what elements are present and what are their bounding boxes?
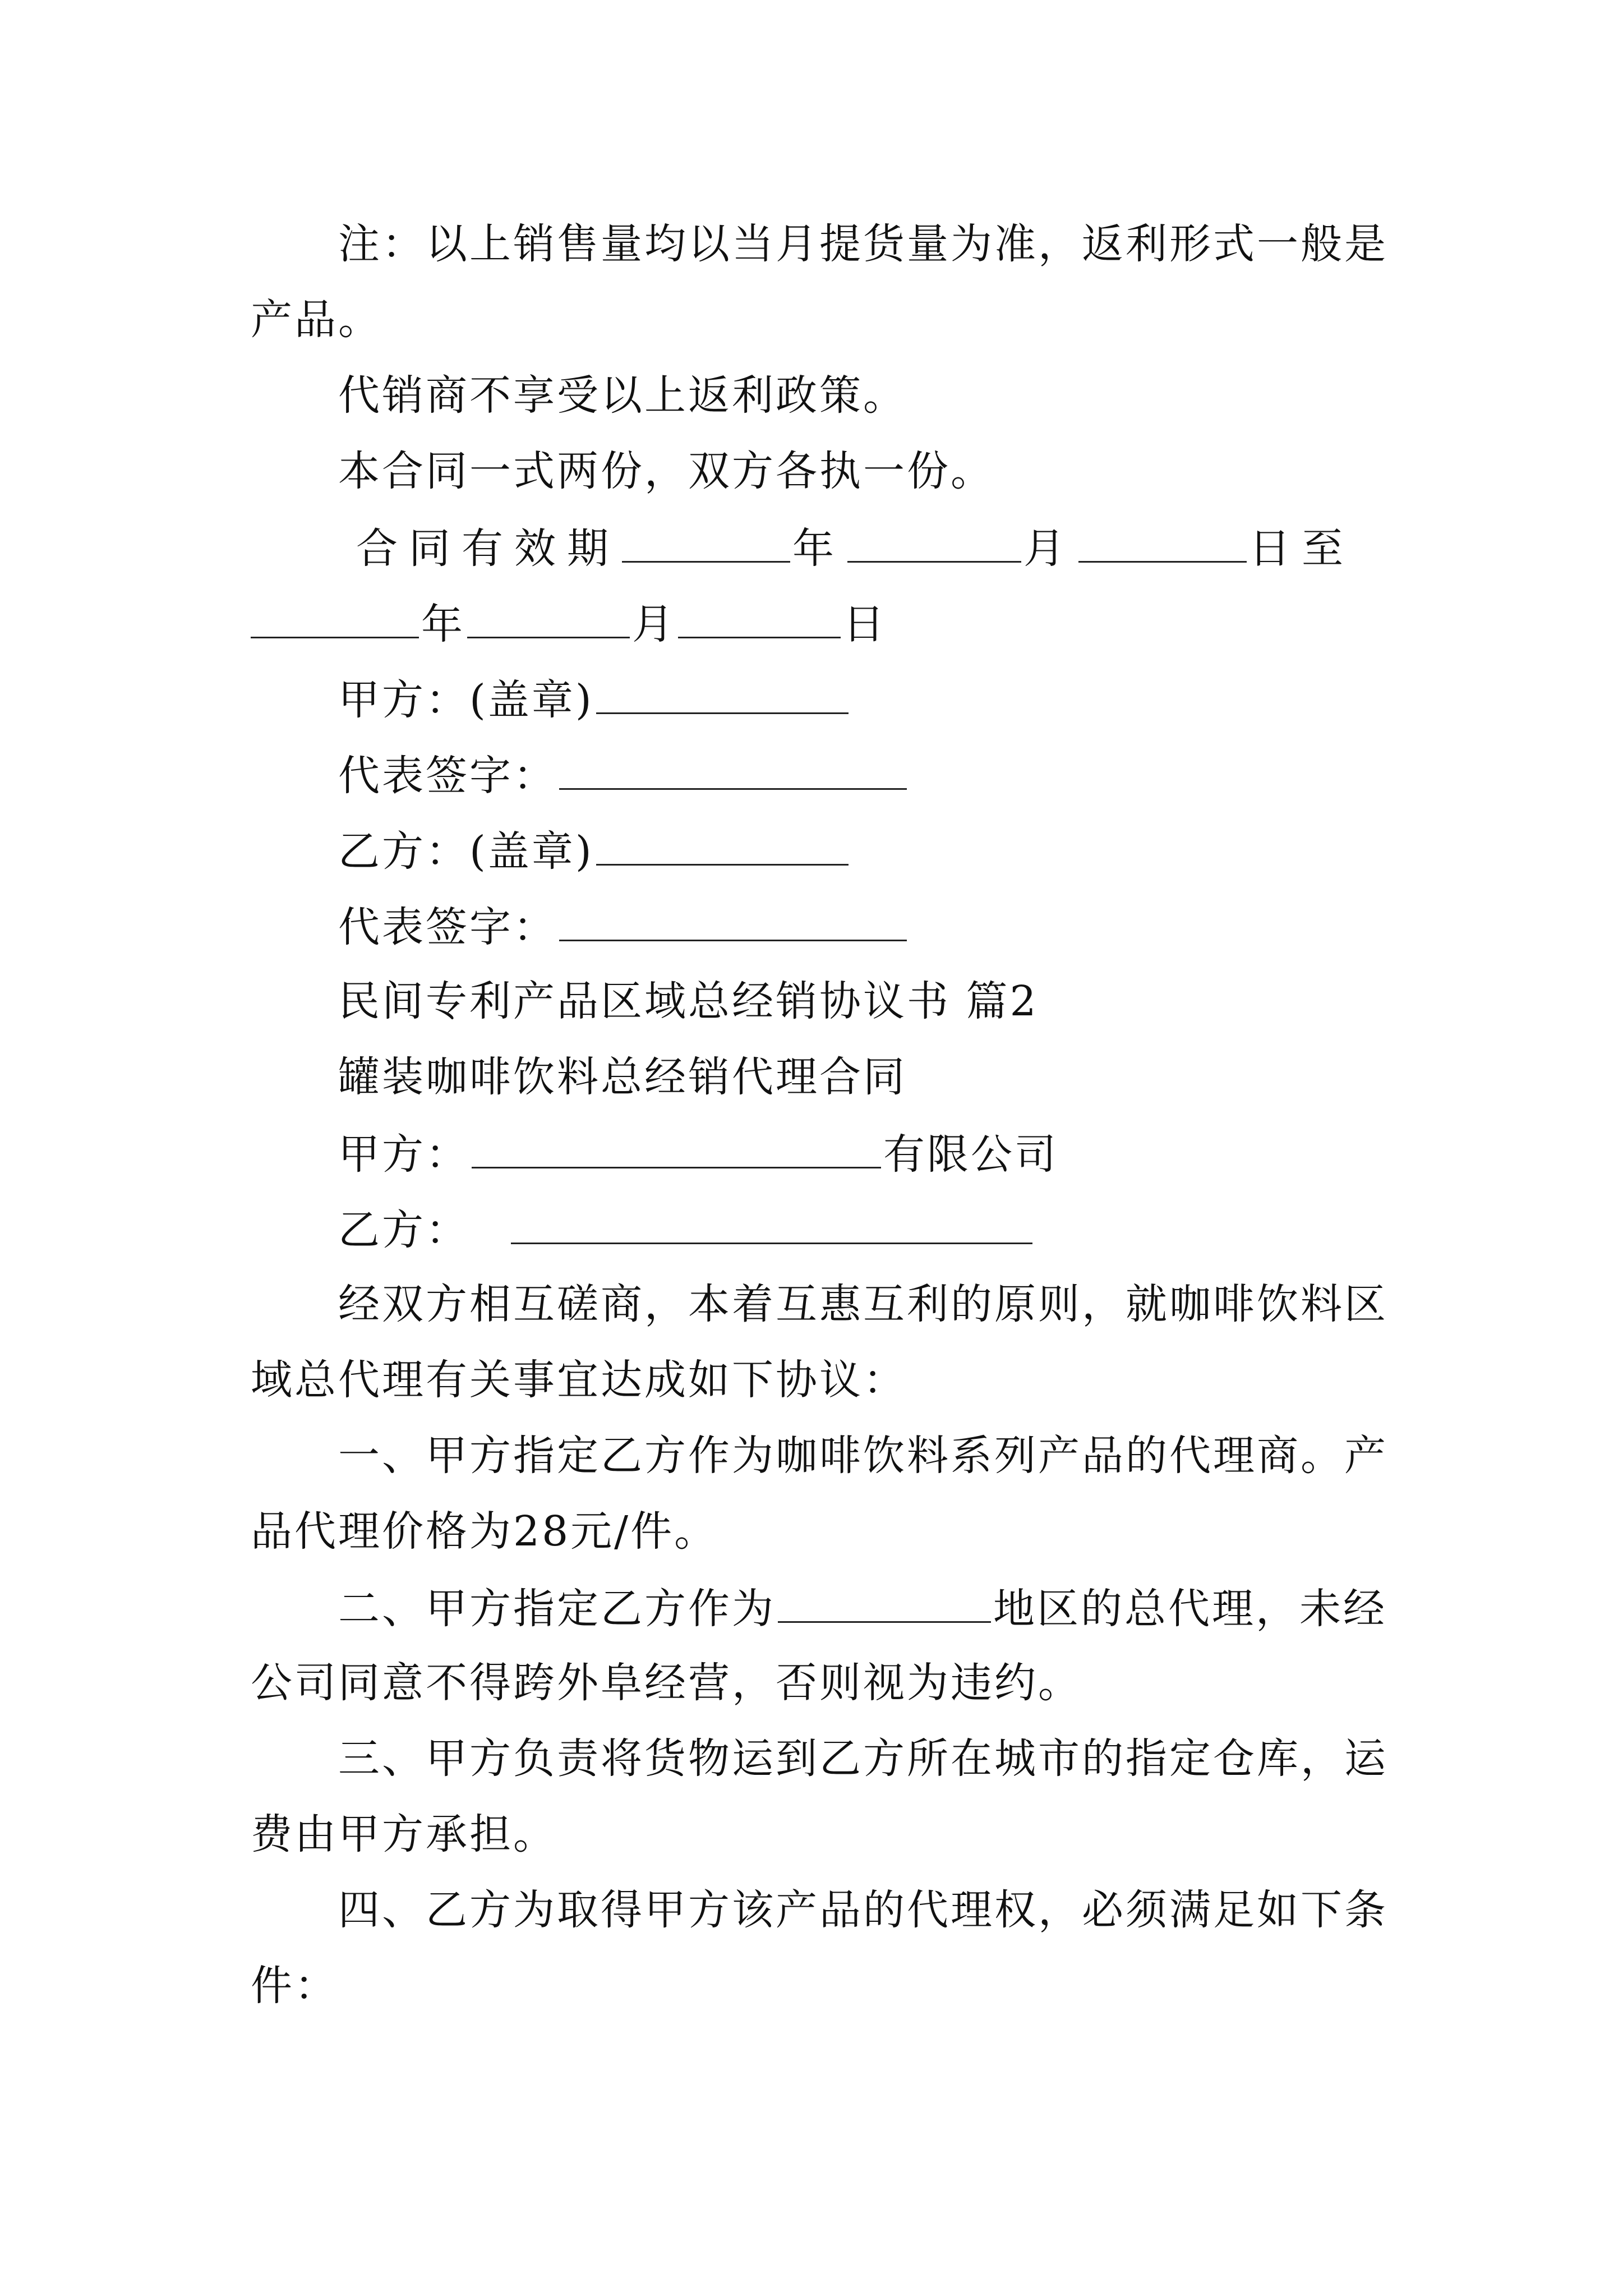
rep-sign-2-blank[interactable] xyxy=(559,895,907,941)
party-b-seal-label: 乙方：(盖章) xyxy=(338,827,594,876)
clause-1-line-1: 一、甲方指定乙方作为咖啡饮料系列产品的代理商。产 xyxy=(338,1432,1388,1480)
validity-line-2 xyxy=(251,592,887,655)
rep-sign-2-label: 代表签字： xyxy=(338,903,557,951)
region-blank[interactable] xyxy=(778,1576,991,1623)
clause-2-line-1 xyxy=(338,1576,1387,1640)
clause-4-line-1: 四、乙方为取得甲方该产品的代理权，必须满足如下条 xyxy=(338,1886,1388,1934)
rep-sign-1-label: 代表签字： xyxy=(338,752,557,800)
start-day-blank[interactable] xyxy=(1078,516,1247,563)
rep-sign-1-blank[interactable] xyxy=(559,743,907,790)
end-year-label: 年 xyxy=(421,600,465,648)
clause-2-suffix: 地区的总代理，未经 xyxy=(993,1585,1387,1633)
end-year-blank[interactable] xyxy=(251,592,419,638)
end-month-blank[interactable] xyxy=(467,592,630,638)
clause-1-line-2: 品代理价格为28元/件。 xyxy=(251,1507,718,1556)
validity-label: 合同有效期 xyxy=(356,524,620,573)
contract-title: 罐装咖啡饮料总经销代理合同 xyxy=(338,1053,907,1101)
party-b-label: 乙方： xyxy=(338,1206,469,1254)
note-line-2: 产品。 xyxy=(251,296,382,344)
clause-4-line-2: 件： xyxy=(251,1962,338,2010)
party-a-seal-label: 甲方：(盖章) xyxy=(338,676,594,724)
party-a-suffix: 有限公司 xyxy=(883,1130,1058,1179)
start-year-label: 年 xyxy=(792,524,845,573)
start-month-label: 月 xyxy=(1023,524,1076,573)
party-b-seal-blank[interactable] xyxy=(596,819,849,866)
end-day-blank[interactable] xyxy=(678,592,841,638)
end-month-label: 月 xyxy=(632,600,676,648)
clause-3-line-1: 三、甲方负责将货物运到乙方所在城市的指定仓库，运 xyxy=(338,1734,1388,1783)
party-b-line xyxy=(338,1198,1035,1261)
party-a-seal-blank[interactable] xyxy=(596,668,849,714)
party-a-line xyxy=(338,1122,1058,1185)
end-day-label: 日 xyxy=(843,600,887,648)
intro-line-1: 经双方相互磋商，本着互惠互利的原则，就咖啡饮料区 xyxy=(338,1280,1388,1328)
party-a-name-blank[interactable] xyxy=(472,1122,881,1168)
clause-2-prefix: 二、甲方指定乙方作为 xyxy=(338,1585,776,1633)
rep-sign-1-line xyxy=(338,743,909,807)
note-line-1: 注：以上销售量均以当月提货量为准，返利形式一般是 xyxy=(338,220,1388,268)
clause-3-line-2: 费由甲方承担。 xyxy=(251,1810,557,1858)
clause-2-line-2: 公司同意不得跨外阜经营，否则视为违约。 xyxy=(251,1659,1082,1707)
intro-line-2: 域总代理有关事宜达成如下协议： xyxy=(251,1356,907,1404)
start-month-blank[interactable] xyxy=(847,516,1021,563)
start-year-blank[interactable] xyxy=(622,516,790,563)
party-a-seal-line xyxy=(338,668,851,731)
party-b-name-blank[interactable] xyxy=(511,1198,1032,1244)
validity-line-1 xyxy=(356,516,1354,579)
rep-sign-2-line xyxy=(338,895,909,958)
no-rebate-line: 代销商不享受以上返利政策。 xyxy=(338,371,907,420)
section-title: 民间专利产品区域总经销协议书 篇2 xyxy=(338,977,1039,1025)
start-day-label: 日至 xyxy=(1249,524,1354,573)
party-b-seal-line xyxy=(338,819,851,882)
party-a-label: 甲方： xyxy=(338,1130,469,1179)
copies-line: 本合同一式两份，双方各执一份。 xyxy=(338,447,994,495)
